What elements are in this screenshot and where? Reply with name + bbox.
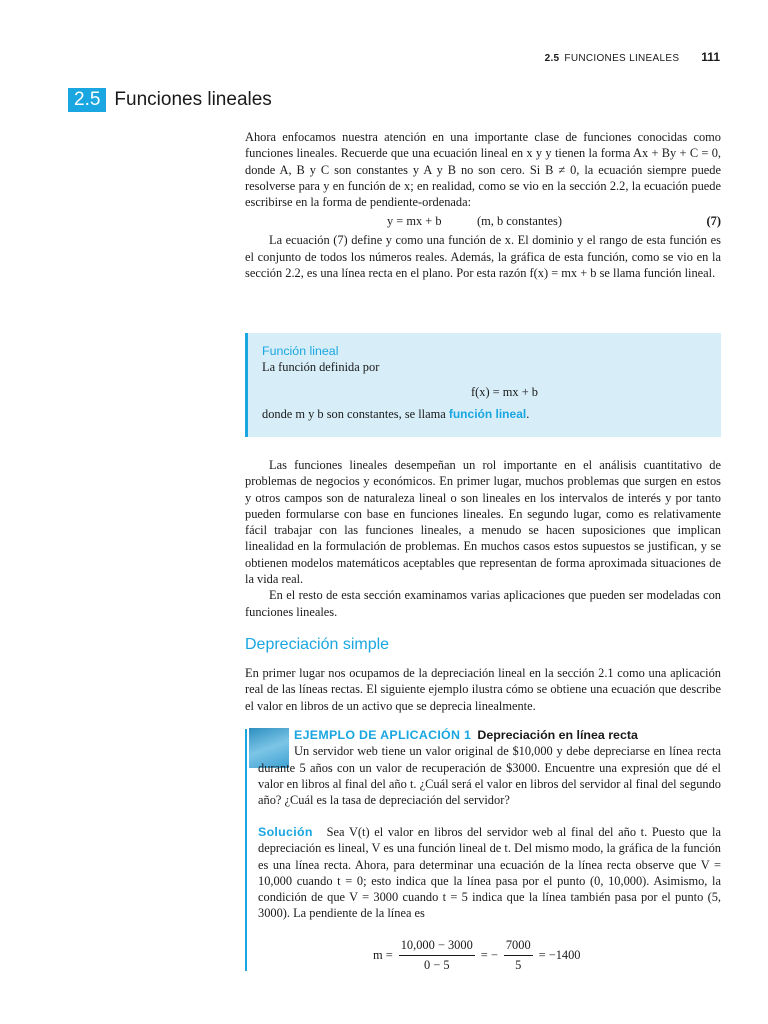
- body-paragraph-4: En el resto de esta sección examinamos varias aplicaciones que pueden ser modeladas con funciones lineales.: [245, 588, 721, 619]
- running-header: [545, 50, 720, 64]
- equation-7-number: (7): [706, 214, 721, 229]
- subsection-title: Depreciación simple: [245, 636, 390, 653]
- definition-line-1: La función definida por: [262, 360, 380, 374]
- definition-line-2: donde m y b son constantes, se llama función lineal.: [262, 407, 530, 421]
- section-title: Funciones lineales: [114, 89, 272, 110]
- equation-7-condition: (m, b constantes): [477, 214, 562, 229]
- definition-title: Función lineal: [262, 344, 339, 358]
- slope-lhs: m =: [373, 948, 393, 962]
- intro-paragraph-2: La ecuación (7) define y como una función de x. El dominio y el rango de esta función es el conjunto de todos los números reales. Además, la gráfica de esta función, como se vio en la sección 2.2, es una línea recta en el plano. Por esta razón f(x) = mx + b se llama función lineal.: [245, 233, 721, 281]
- definition-term: función lineal: [448, 407, 527, 421]
- definition-box: [245, 333, 721, 437]
- example-block: [258, 727, 721, 808]
- definition-formula: f(x) = mx + b: [471, 385, 538, 399]
- example-title: Depreciación en línea recta: [477, 728, 638, 742]
- slope-mid: = −: [480, 948, 498, 962]
- section-heading: [68, 88, 272, 112]
- body-paragraph-3: Las funciones lineales desempeñan un rol importante en el análisis cuantitativo de problemas de negocios y económicos. En primer lugar, muchos problemas que surgen en estos y otros campos son de naturaleza lineal o son lineales en los intervalos de interés y por tanto pueden formularse con base en funciones lineales. En segundo lugar, como es relativamente fácil trabajar con las funciones lineales, a menudo se hacen suposiciones que implican linealidad en la formulación de problemas. En muchos casos estos supuestos se justifican, y se obtienen modelos matemáticos aceptables que representan de forma aproximada situaciones de la vida real.: [245, 458, 721, 587]
- example-side-bar: [245, 729, 247, 971]
- example-problem-text: Un servidor web tiene un valor original de $10,000 y debe depreciarse en línea recta durante 5 años con un valor de recuperación de $3000. Encuentre una expresión que dé el valor en libros al final del año t. ¿Cuál será el valor en libros del servidor al final del segundo año? ¿Cuál es la tasa de depreciación del servidor?: [258, 744, 721, 808]
- section-number-badge: 2.5: [68, 88, 106, 112]
- fraction-2: $\frac{7000}{5}$: [505, 938, 531, 972]
- solution-block: [258, 824, 721, 922]
- fraction-1: $\frac{10,000 - 3000}{0 - 5}$: [400, 938, 473, 972]
- solution-text: Sea V(t) el valor en libros del servidor web al final del año t. Puesto que la depreciación es lineal, V es una función lineal de t. Del mismo modo, la gráfica de la función es una línea recta. Ahora, para determinar una ecuación de la línea recta observe que V = 10,000 cuando t = 0; esto indica que la línea pasa por el punto (0, 10,000). Asimismo, la condición de que V = 3000 cuando t = 5 indica que la línea también pasa por el punto (5, 3000). La pendiente de la línea es: [258, 825, 721, 921]
- example-heading: [258, 727, 721, 743]
- intro-block: [245, 129, 721, 281]
- example-label: EJEMPLO DE APLICACIÓN 1: [294, 728, 472, 742]
- slope-rhs: = −1400: [538, 948, 581, 962]
- page-number: 111: [701, 50, 720, 64]
- body-block: [245, 457, 721, 620]
- intro-paragraph-1: Ahora enfocamos nuestra atención en una importante clase de funciones conocidas como funciones lineales. Recuerde que una ecuación lineal en x y y tienen la forma Ax + By + C = 0, donde A, B y C son constantes y A y B no son cero. Si B ≠ 0, la ecuación siempre puede resolverse para y en función de x; en realidad, como se vio en la sección 2.2, la ecuación puede escribirse en la forma de pendiente-ordenada:: [245, 130, 721, 210]
- slope-equation: [373, 938, 581, 973]
- equation-7: [245, 210, 721, 232]
- running-header-section: 2.5 FUNCIONES LINEALES: [544, 53, 680, 64]
- subsection-paragraph: En primer lugar nos ocupamos de la depreciación lineal en la sección 2.1 como una aplicación real de las líneas rectas. El siguiente ejemplo ilustra cómo se obtiene una ecuación que describe el valor en libros de un activo que se deprecia linealmente.: [245, 666, 721, 713]
- solution-label: Solución: [258, 825, 313, 839]
- equation-7-formula: y = mx + b: [387, 214, 442, 229]
